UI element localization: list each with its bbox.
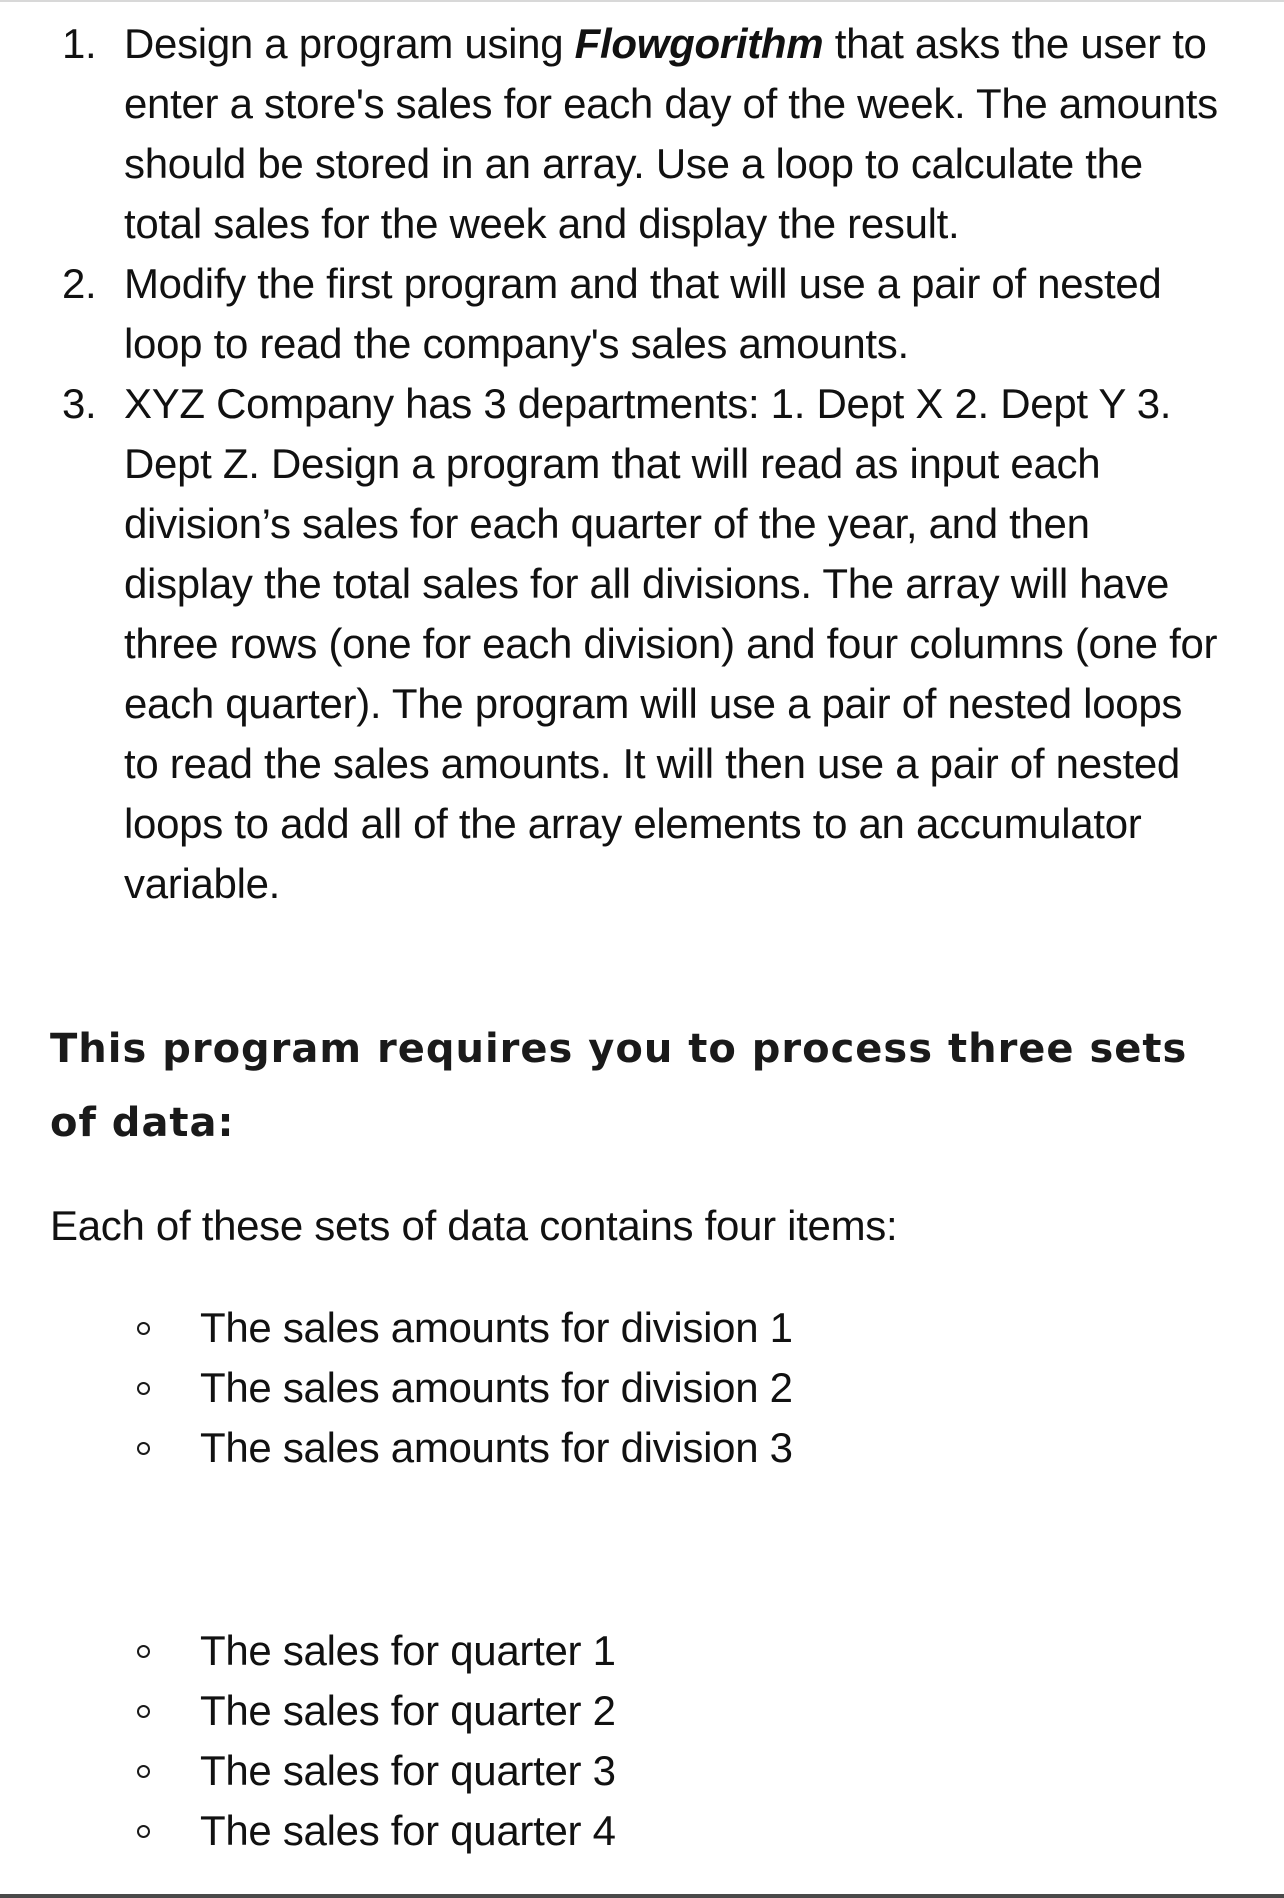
task-text: XYZ Company has 3 departments: 1. Dept X 2. Dept Y 3. Dept Z. Design a program that will read as input each division’s sales for each quarter of the year, and then display the total sales for all divisions. The array will have three rows (one for each division) and four columns (one for each quarter). The program will use a pair of nested loops to read the sales amounts. It will then use a pair of nested loops to add all of the array elements to an accumulator variable. [124, 380, 1218, 907]
list-item-text: The sales amounts for division 3 [200, 1424, 793, 1471]
intro-text: Each of these sets of data contains four items: [50, 1202, 898, 1249]
task-text: Modify the first program and that will use a pair of nested loop to read the company's sales amounts. [124, 260, 1162, 367]
circle-bullet-icon [137, 1322, 150, 1335]
task-item-1 [0, 14, 1284, 254]
list-item [0, 1741, 1000, 1801]
list-item-text: The sales amounts for division 1 [200, 1304, 793, 1351]
circle-bullet-icon [137, 1442, 150, 1455]
section-heading: This program requires you to process three sets of data: [50, 1026, 1188, 1146]
bottom-divider [0, 1894, 1284, 1898]
division-list [0, 1298, 1000, 1478]
list-item-text: The sales for quarter 1 [200, 1627, 616, 1674]
circle-bullet-icon [137, 1705, 150, 1718]
list-item [0, 1358, 1000, 1418]
top-divider [0, 0, 1284, 2]
task-list [0, 14, 1284, 914]
list-item-text: The sales amounts for division 2 [200, 1364, 793, 1411]
list-item [0, 1298, 1000, 1358]
task-number: 3. [62, 380, 97, 427]
task-text: that asks the user to enter a store's sales for each day of the week. The amounts should be stored in an array. Use a loop to calculate the total sales for the week and display the result. [124, 20, 1218, 247]
task-item-2 [0, 254, 1284, 374]
list-item-text: The sales for quarter 4 [200, 1807, 616, 1854]
circle-bullet-icon [137, 1382, 150, 1395]
list-item-text: The sales for quarter 3 [200, 1747, 616, 1794]
circle-bullet-icon [137, 1765, 150, 1778]
list-item-text: The sales for quarter 2 [200, 1687, 616, 1734]
list-item [0, 1418, 1000, 1478]
list-item [0, 1621, 1000, 1681]
list-item [0, 1681, 1000, 1741]
task-number: 2. [62, 260, 97, 307]
task-text: Design a program using [124, 20, 575, 67]
task-number: 1. [62, 20, 97, 67]
circle-bullet-icon [137, 1825, 150, 1838]
task-item-3 [0, 374, 1284, 914]
list-item [0, 1801, 1000, 1861]
circle-bullet-icon [137, 1645, 150, 1658]
task-emphasis-flowgorithm: Flowgorithm [574, 20, 824, 67]
quarter-list [0, 1621, 1000, 1861]
